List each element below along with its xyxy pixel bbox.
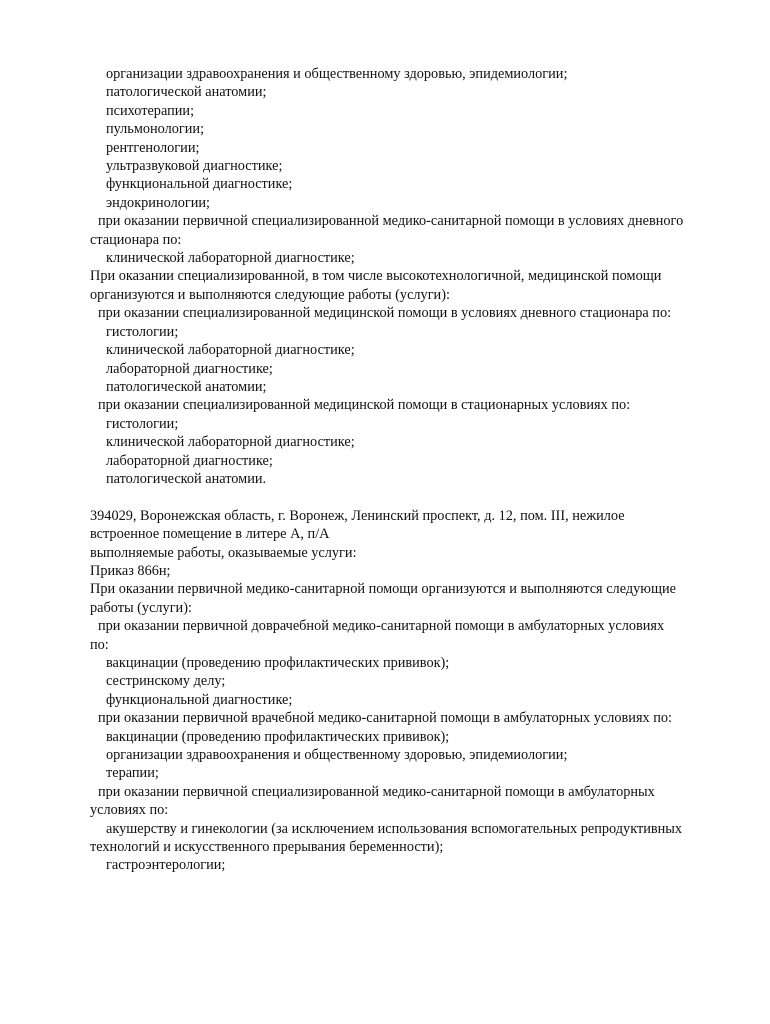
text-line: терапии; xyxy=(106,765,159,782)
text-line: эндокринологии; xyxy=(106,194,210,211)
text-line: рентгенологии; xyxy=(106,139,200,156)
text-line: при оказании первичной доврачебной медико-санитарной помощи в амбулаторных условиях xyxy=(98,618,665,635)
text-line: гастроэнтерологии; xyxy=(106,857,226,874)
text-line: технологий и искусственного прерывания беременности); xyxy=(90,839,444,856)
text-line: при оказании первичной специализированной медико-санитарной помощи в условиях дневного xyxy=(98,213,684,230)
text-line: 394029, Воронежская область, г. Воронеж, Ленинский проспект, д. 12, пом. III, нежилое xyxy=(90,507,625,524)
blank-line xyxy=(90,488,735,506)
text-line: сестринскому делу; xyxy=(106,673,226,690)
text-line: патологической анатомии; xyxy=(106,378,267,395)
text-line: при оказании первичной специализированной медико-санитарной помощи в амбулаторных xyxy=(98,783,655,800)
text-line: работы (услуги): xyxy=(90,599,192,616)
text-line: функциональной диагностике; xyxy=(106,691,293,708)
text-line: пульмонологии; xyxy=(106,121,205,138)
document-body xyxy=(90,65,735,875)
text-line: организации здравоохранения и общественному здоровью, эпидемиологии; xyxy=(106,747,568,764)
text-line: лабораторной диагностике; xyxy=(106,360,273,377)
text-line: функциональной диагностике; xyxy=(106,176,293,193)
text-line: акушерству и гинекологии (за исключением использования вспомогательных репродуктивных xyxy=(106,820,683,837)
text-line: условиях по: xyxy=(90,802,169,819)
text-line: ультразвуковой диагностике; xyxy=(106,158,283,175)
text-line: При оказании первичной медико-санитарной помощи организуются и выполняются следующие xyxy=(90,581,676,598)
text-line: гистологии; xyxy=(106,415,179,432)
text-line: при оказании специализированной медицинской помощи в стационарных условиях по: xyxy=(98,397,631,414)
text-line: организации здравоохранения и общественному здоровью, эпидемиологии; xyxy=(106,66,568,82)
text-line: при оказании первичной врачебной медико-санитарной помощи в амбулаторных условиях по: xyxy=(98,710,673,727)
text-line: по: xyxy=(90,636,109,653)
text-line: вакцинации (проведению профилактических прививок); xyxy=(106,728,450,745)
text-line: патологической анатомии. xyxy=(106,470,267,487)
text-line: стационара по: xyxy=(90,231,182,248)
text-line: психотерапии; xyxy=(106,102,195,119)
text-line: При оказании специализированной, в том числе высокотехнологичной, медицинской помощи xyxy=(90,268,662,285)
text-line: клинической лабораторной диагностике; xyxy=(106,434,355,451)
text-line: вакцинации (проведению профилактических прививок); xyxy=(106,654,450,671)
text-line: Приказ 866н; xyxy=(90,562,171,579)
text-line: клинической лабораторной диагностике; xyxy=(106,250,355,267)
text-line: при оказании специализированной медицинской помощи в условиях дневного стационара по: xyxy=(98,305,672,322)
text-line: выполняемые работы, оказываемые услуги: xyxy=(90,544,357,561)
text-line: лабораторной диагностике; xyxy=(106,452,273,469)
text-line: патологической анатомии; xyxy=(106,84,267,101)
text-line: гистологии; xyxy=(106,323,179,340)
text-line: встроенное помещение в литере А, п/А xyxy=(90,526,330,543)
text-line: организуются и выполняются следующие работы (услуги): xyxy=(90,286,450,303)
text-line: клинической лабораторной диагностике; xyxy=(106,342,355,359)
